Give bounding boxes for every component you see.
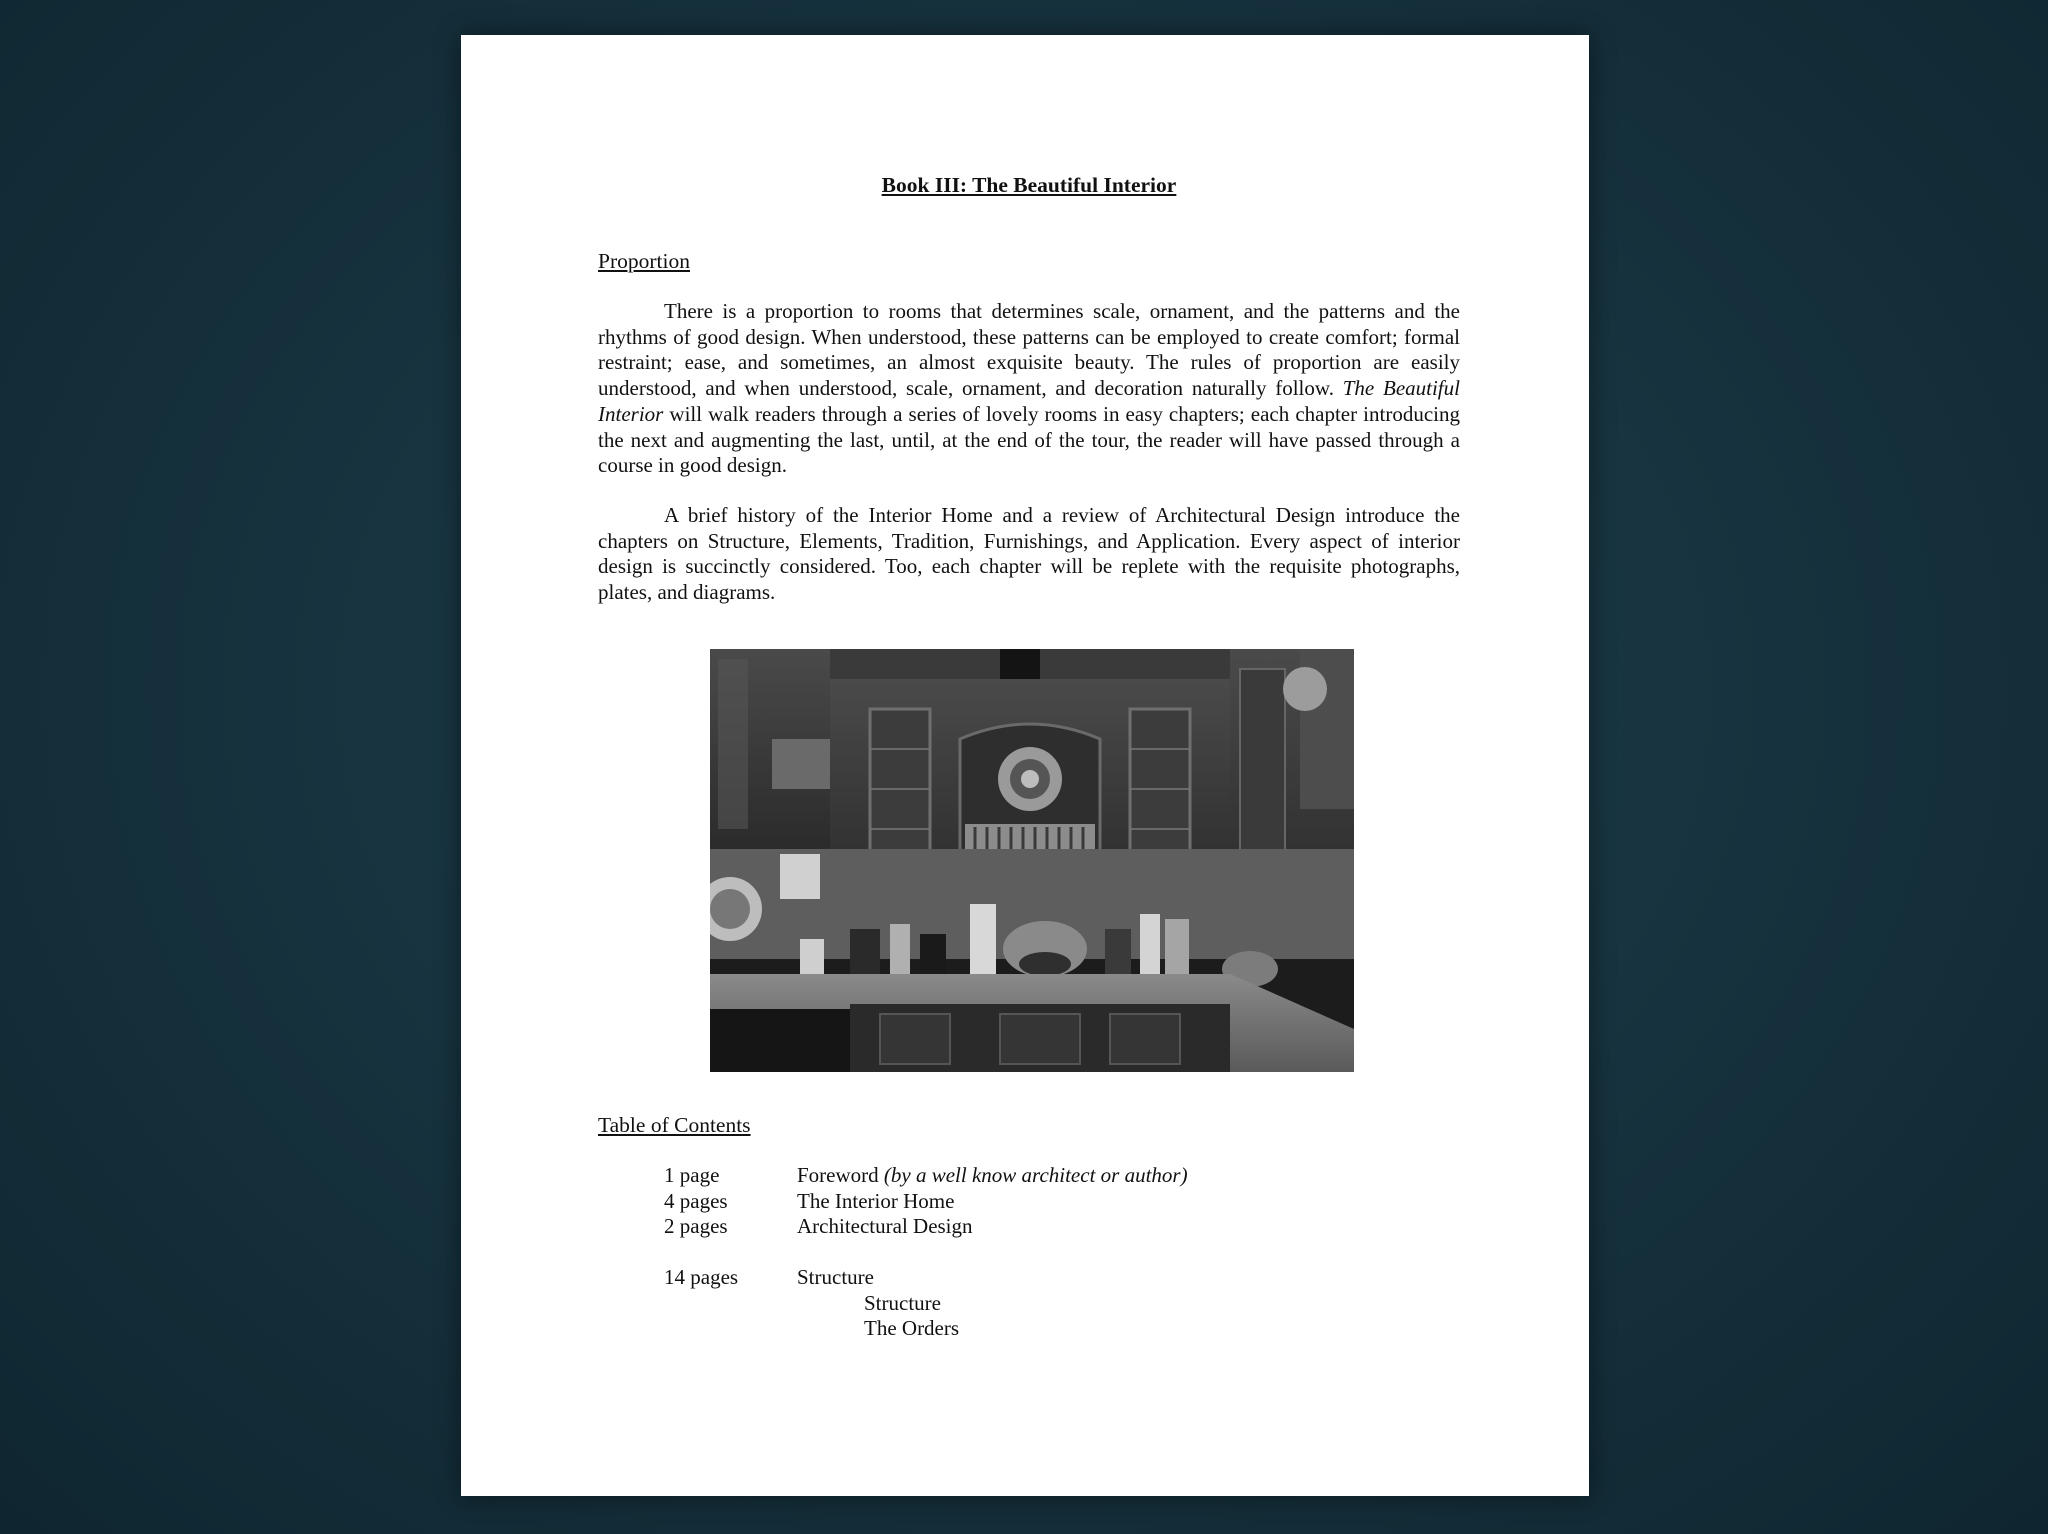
paragraph-proportion-1 <box>598 299 1460 479</box>
toc-subentry <box>664 1316 1444 1342</box>
toc-entry-title: Structure <box>797 1265 874 1289</box>
section-heading-table-of-contents: Table of Contents <box>598 1113 751 1137</box>
document-title: Book III: The Beautiful Interior <box>881 173 1177 197</box>
book-title-italic: The Beautiful Interior <box>598 376 1460 426</box>
toc-spacer <box>664 1240 1444 1266</box>
toc-entry-title <box>797 1163 1188 1189</box>
paragraph-text: will walk readers through a series of lovely rooms in easy chapters; each chapter introducing the next and augmenting the last, until, at the end of the tour, the reader will have passed through a course in good design. <box>598 401 1460 478</box>
toc-entry <box>664 1265 1444 1291</box>
toc-entry <box>664 1214 1444 1240</box>
toc-entry-title: The Interior Home <box>797 1188 955 1213</box>
kitchen-photo <box>710 649 1354 1072</box>
toc-subentry-title: Structure <box>864 1290 941 1315</box>
paragraph-text: There is a proportion to rooms that determines scale, ornament, and the patterns and the rhythms of good design. When understood, these patterns can be employed to create comfort; formal restraint; ease, and sometimes, an almost exquisite beauty. The rules of proportion are easily understood, and when understood, scale, ornament, and decoration naturally follow. <box>598 299 1460 401</box>
paragraph-proportion-2: A brief history of the Interior Home and a review of Architectural Design introduce the chapters on Structure, Elements, Tradition, Furnishings, and Application. Every aspect of interior design is succinctly considered. Too, each chapter will be replete with the requisite photographs, plates, and diagrams. <box>598 503 1460 605</box>
toc-entry-pages: 14 pages <box>664 1265 739 1289</box>
toc-entry-pages: 4 pages <box>664 1188 728 1213</box>
document-page <box>461 35 1589 1496</box>
toc-entry-note: (by a well know architect or author) <box>883 1163 1188 1187</box>
toc-entry <box>664 1189 1444 1215</box>
toc-entry <box>664 1163 1444 1189</box>
toc-subentry <box>664 1291 1444 1317</box>
section-heading-proportion: Proportion <box>598 249 690 273</box>
toc-entry-pages: 1 page <box>664 1163 720 1187</box>
kitchen-photo-illustration <box>710 649 1354 1072</box>
table-of-contents <box>664 1163 1444 1342</box>
toc-entry-pages: 2 pages <box>664 1214 728 1238</box>
toc-entry-title-text: Foreword <box>797 1163 884 1187</box>
toc-entry-title: Architectural Design <box>797 1214 973 1238</box>
toc-subentry-title: The Orders <box>864 1316 960 1340</box>
